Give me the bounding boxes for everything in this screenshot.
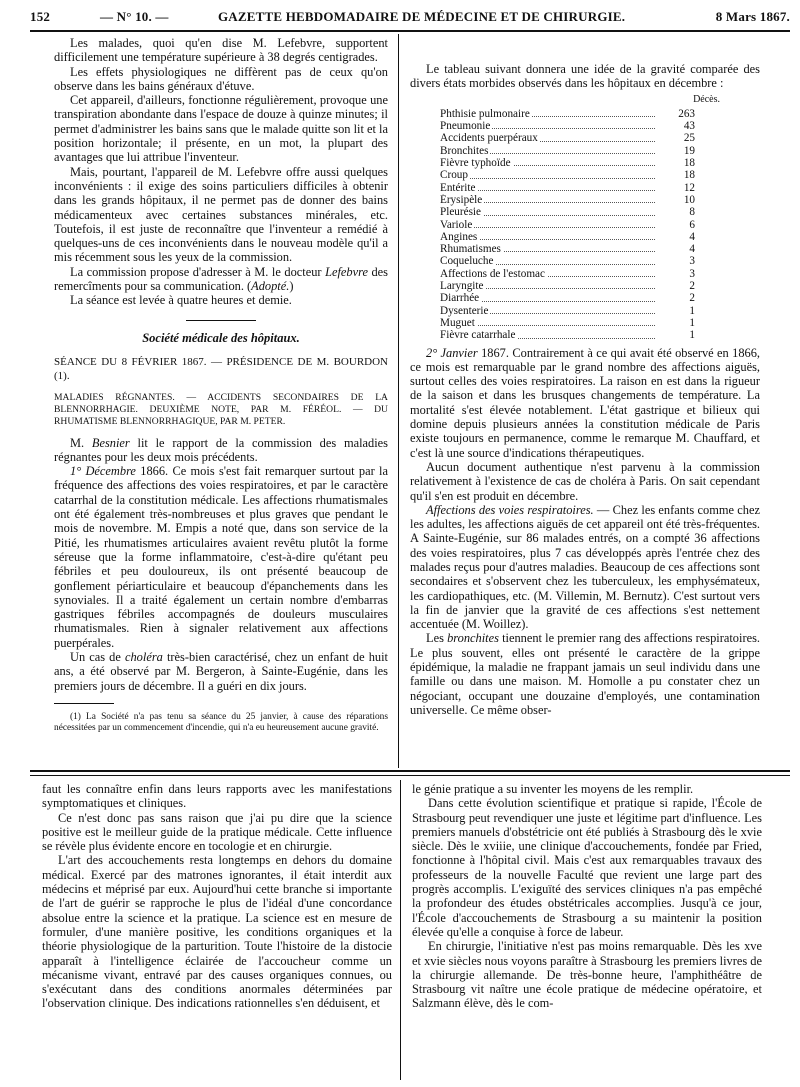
table-row [440, 231, 695, 243]
table-row [440, 243, 695, 255]
upper-left-column [54, 36, 388, 735]
upper-right-column [410, 62, 760, 717]
disease-name: Diarrhée [440, 292, 655, 304]
disease-name: Fièvre catarrhale [440, 329, 655, 341]
disease-name: Rhumatismes [440, 243, 655, 255]
paragraph: Dans cette évolution scientifique et pratique si rapide, l'École de Strasbourg peut revendiquer une juste et légitime part d'influence. Les premiers manuels d'obstétricie ont été publiés à Strasbourg dès le xvie siècle. Dès le xviiie, une clinique d'accouchements, fondée par Fried, fonctionne à l'hôpital civil. Mais c'est aux remarquables travaux des professeurs de la nouvelle Faculté que revient une large part des progrès accomplis. L'exiguïté des services cliniques n'a pas empêché la profondeur des études obstétricales accomplies. Jusqu'à ce jour, l'École d'accouchements de Strasbourg a su maintenir la position élevée qu'elle a conquise à force de labeur. [412, 796, 762, 939]
paragraph: 1° Décembre 1866. Ce mois s'est fait remarquer surtout par la fréquence des affections des voies respiratoires, et par le caractère catarrhal de la constitution médicale. Les affections rhumatismales ont été également très-nombreuses et plus graves que pendant le mois de novembre. M. Empis a noté que, dans son service de la Pitié, les rhumatismes articulaires avaient revêtu plutôt la forme séreuse que la forme inflammatoire, c'est-à-dire qu'étant peu fébriles et peu douloureux, ils ont présenté beaucoup de gonflement périarticulaire et beaucoup d'épanchements dans les synoviales. Il a traité également un certain nombre d'embarras gastriques fébriles accompagnés de douleurs musculaires rhumatismales. Rien à signaler relativement aux affections puerpérales. [54, 464, 388, 650]
table-row [440, 108, 695, 120]
session-heading: SÉANCE DU 8 FÉVRIER 1867. — PRÉSIDENCE DE M. BOURDON (1). [54, 355, 388, 383]
disease-name: Accidents puerpéraux [440, 132, 655, 144]
page-number: 152 [30, 9, 51, 24]
paragraph: 2° Janvier 1867. Contrairement à ce qui avait été observé en 1866, ce mois est remarquable par le grand nombre des affections aiguës, surtout celles des voies respiratoires. La raison en est dans la rigueur de la saison et dans les brusques changements de température. La mortalité s'est élevée notablement. L'état gastrique et bilieux qui domine depuis plusieurs années la constitution médicale de Paris existe toujours en permanence, comme le remarque M. Chauffard, et c'est là une source d'indications thérapeutiques. [410, 345, 760, 460]
deaths-header: Décès. [693, 93, 720, 105]
death-count: 2 [689, 292, 695, 305]
table-row [440, 292, 695, 304]
death-count: 3 [689, 255, 695, 268]
footnote: (1) La Société n'a pas tenu sa séance du 25 janvier, à cause des réparations nécessitées par un commencement d'incendie, qui n'a eu heureusement aucune gravité. [54, 711, 388, 734]
paragraph: M. Besnier lit le rapport de la commission des maladies régnantes pour les deux mois précédents. [54, 435, 388, 464]
death-count: 12 [683, 181, 695, 194]
paragraph: L'art des accouchements resta longtemps en dehors du domaine médical. Exercé par des matrones ignorantes, il était interdit aux médecins et méprisé par eux. Aujourd'hui cette branche si importante de l'art de guérir se rapproche le plus de l'idéal d'une concordance absolue entre la science et la pratique. La science est en mesure de formuler, d'une manière positive, les conditions organiques et la théorie physiologique de la parturition. Toute l'histoire de la distocie apparaît à l'intelligence éclairée de l'accoucheur comme un mécanisme vivant, entravé par des causes organiques connues, ou s'exécutant dans des conditions anormales déterminées par l'observation clinique. Des indications rationnelles s'en déduisent, et [42, 853, 392, 1011]
death-count: 43 [683, 120, 695, 133]
table-row [440, 145, 695, 157]
feuilleton-rule [30, 770, 790, 772]
disease-name: Croup [440, 169, 655, 181]
paragraph: Un cas de choléra très-bien caractérisé, chez un enfant de huit ans, a été observé par M. Bergeron, à Sainte-Eugénie, dans les premiers jours de décembre. Il a guéri en dix jours. [54, 649, 388, 693]
session-summary: MALADIES RÉGNANTES. — ACCIDENTS SECONDAIRES DE LA BLENNORRHAGIE. DEUXIÈME NOTE, PAR M. FÉRÉOL. — DU RHUMATISME BLENNORRHAGIQUE, PAR M. PETER. [54, 391, 388, 427]
disease-name: Entérite [440, 182, 655, 194]
disease-name: Coqueluche [440, 255, 655, 267]
paragraph: La commission propose d'adresser à M. le docteur Lefebvre des remercîments pour sa communication. (Adopté.) [54, 264, 388, 294]
death-count: 19 [683, 144, 695, 157]
table-row [440, 194, 695, 206]
death-count: 6 [689, 218, 695, 231]
death-count: 263 [678, 107, 695, 120]
divider [186, 320, 256, 321]
paragraph: Cet appareil, d'ailleurs, fonctionne régulièrement, provoque une transpiration abondante dans l'espace de douze à quinze minutes; il permet d'administrer les bains sans que le malade quitte son lit et la position horizontale; il présente, en un mot, la plupart des avantages que lui attribue l'inventeur. [54, 93, 388, 165]
disease-name: Phthisie pulmonaire [440, 108, 655, 120]
disease-name: Variole [440, 219, 655, 231]
death-count: 4 [689, 243, 695, 256]
paragraph: faut les connaître enfin dans leurs rapports avec les manifestations symptomatiques et cliniques. [42, 782, 392, 811]
death-count: 10 [683, 193, 695, 206]
death-count: 3 [689, 267, 695, 280]
disease-name: Laryngite [440, 280, 655, 292]
paragraph: Ce n'est donc pas sans raison que j'ai pu dire que la science positive est le meilleur guide de la pratique médicale. Cette influence se révèle plus évidente encore en tocologie et en chirurgie. [42, 810, 392, 854]
table-row [440, 268, 695, 280]
disease-name: Pleurésie [440, 206, 655, 218]
paragraph: Le tableau suivant donnera une idée de la gravité comparée des divers états morbides observés dans les hôpitaux en décembre : [410, 62, 760, 91]
disease-name: Dysenterie [440, 305, 655, 317]
issue-number: — N° 10. — [100, 9, 169, 24]
paragraph: En chirurgie, l'initiative n'est pas moins remarquable. Dès les xve et xvie siècles nous voyons paraître à Strasbourg les premiers livres de la chirurgie allemande. De très-bonne heure, l'amphithéâtre de Strasbourg vit naître une école pratique de médecine opératoire, et Salzmann élève, dès le com- [412, 939, 762, 1011]
table-row [440, 255, 695, 267]
death-count: 18 [683, 157, 695, 170]
paragraph: La séance est levée à quatre heures et demie. [70, 293, 292, 308]
column-rule [398, 34, 399, 768]
paragraph: Aucun document authentique n'est parvenu à la commission relativement à l'existence de cas de choléra à Paris. On sait cependant qu'il s'en est produit en décembre. [410, 459, 760, 503]
death-count: 2 [689, 280, 695, 293]
table-row [440, 305, 695, 317]
mortality-table [440, 108, 695, 342]
journal-title: GAZETTE HEBDOMADAIRE DE MÉDECINE ET DE CHIRURGIE. [218, 9, 626, 24]
paragraph: Les bronchites tiennent le premier rang des affections respiratoires. Le plus souvent, elles ont présenté le caractère de la grippe épidémique, la maladie ne frappant jamais un seul individu dans une famille ou dans une maison. M. Homolle a pu constater chez un négociant, occupant une douzaine d'employés, une contamination universelle. Ce même obser- [410, 631, 760, 717]
table-row [440, 120, 695, 132]
death-count: 1 [689, 304, 695, 317]
disease-name: Muguet [440, 317, 655, 329]
feuilleton-rule-thin [30, 775, 790, 776]
death-count: 1 [689, 316, 695, 329]
disease-name: Angines [440, 231, 655, 243]
paragraph: Affections des voies respiratoires. — Chez les enfants comme chez les adultes, les affections aiguës de cet appareil ont été très-fréquentes. A Sainte-Eugénie, sur 86 malades entrés, on a compté 36 affections des voies respiratoires, plus 7 cas développés après l'entrée chez des malades reçus pour d'autres maladies. Beaucoup de ces affections sont secondaires et s'observent chez les tuberculeux, les emphysémateux, les cardiopathiques, etc. (M. Villemin, M. Bernutz). C'est surtout vers la fin de janvier que la gravité de ces affections s'est nettement accentuée (M. Woillez). [410, 502, 761, 632]
death-count: 18 [683, 169, 695, 182]
table-row [440, 169, 695, 181]
disease-name: Fièvre typhoïde [440, 157, 655, 169]
disease-name: Affections de l'estomac [440, 268, 655, 280]
paragraph: Mais, pourtant, l'appareil de M. Lefebvre offre aussi quelques inconvénients : il exige des soins particuliers difficiles à obtenir dans les grands hôpitaux, il ne permet pas de donner des bains médicamenteux avec certaines substances minérales, etc. Toutefois, il est juste de reconnaître que l'inventeur a remédié à quelques-uns de ces inconvénients dans le nouveau modèle qu'il a mis récemment sous les yeux de la commission. [54, 164, 388, 265]
society-title: Société médicale des hôpitaux. [142, 330, 300, 345]
table-row [440, 157, 695, 169]
issue-date: 8 Mars 1867. [715, 9, 790, 24]
death-count: 25 [683, 132, 695, 145]
disease-name: Érysipèle [440, 194, 655, 206]
paragraph: Les effets physiologiques ne diffèrent pas de ceux qu'on observe dans les bains généraux d'étuve. [54, 64, 388, 93]
table-row [440, 132, 695, 144]
bottom-right-column [412, 782, 762, 1011]
disease-name: Bronchites [440, 145, 655, 157]
column-rule-bottom [400, 780, 401, 1080]
table-row [440, 329, 695, 341]
paragraph: Les malades, quoi qu'en dise M. Lefebvre, supportent difficilement une température supérieure à 38 degrés centigrades. [54, 36, 388, 65]
running-header [30, 6, 790, 28]
death-count: 1 [689, 329, 695, 342]
death-count: 8 [689, 206, 695, 219]
paragraph: le génie pratique a su inventer les moyens de les remplir. [412, 782, 694, 796]
table-row [440, 280, 695, 292]
table-row [440, 182, 695, 194]
death-count: 4 [689, 230, 695, 243]
header-rule [30, 30, 790, 32]
table-row [440, 206, 695, 218]
table-row [440, 317, 695, 329]
bottom-left-column [42, 782, 392, 1011]
table-row [440, 219, 695, 231]
disease-name: Pneumonie [440, 120, 655, 132]
footnote-rule [54, 703, 114, 704]
